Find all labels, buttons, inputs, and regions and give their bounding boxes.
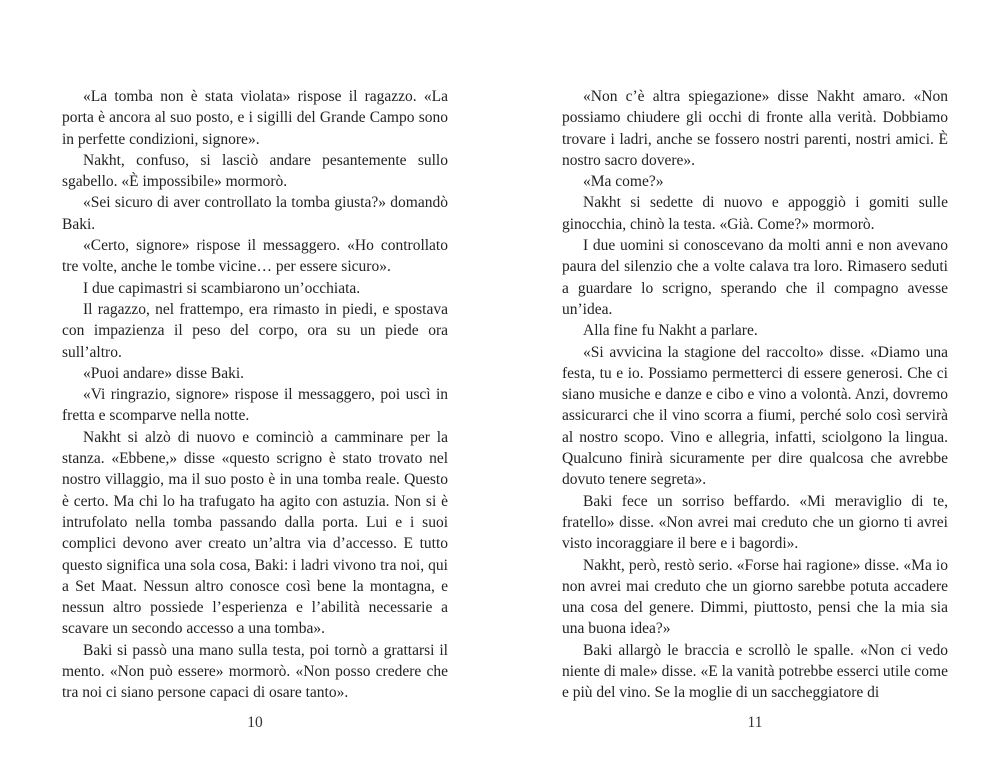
paragraph: «Ma come?» — [583, 173, 664, 191]
paragraph: «Si avvicina la stagione del raccolto» disse. «Diamo una festa, tu e io. Possiamo permetterci di essere generosi. Che ci siano musiche e danze e cibo e vino a volontà. Anzi, dovremo assicurarci che il vino scorra a fiumi, perché solo così servirà al nostro scopo. Vino e allegria, infatti, sciolgono la lingua. Qualcuno finirà sicuramente per dire qualcosa che avrebbe dovuto tenere segreta». — [562, 343, 948, 489]
paragraph: Alla fine fu Nakht a parlare. — [583, 322, 758, 340]
paragraph: Il ragazzo, nel frattempo, era rimasto in piedi, e spostava con impazienza il peso del corpo, ora su un piede ora sull’altro. — [62, 300, 448, 361]
page-text-left — [62, 86, 448, 704]
paragraph: Baki fece un sorriso beffardo. «Mi meraviglio di te, fratello» disse. «Non avrei mai creduto che un giorno ti avrei visto incoraggiare il bere e i bagordi». — [562, 492, 948, 553]
paragraph: «Puoi andare» disse Baki. — [83, 364, 245, 382]
paragraph: «La tomba non è stata violata» rispose il ragazzo. «La porta è ancora al suo posto, e i sigilli del Grande Campo sono in perfette condizioni, signore». — [62, 88, 448, 148]
paragraph: I due capimastri si scambiarono un’occhiata. — [83, 279, 361, 297]
paragraph: Nakht si sedette di nuovo e appoggiò i gomiti sulle ginocchia, chinò la testa. «Già. Come?» mormorò. — [562, 194, 948, 233]
paragraph: Nakht, però, restò serio. «Forse hai ragione» disse. «Ma io non avrei mai creduto che un giorno sarebbe potuta accadere una cosa del genere. Dimmi, piuttosto, pensi che la mia sia una buona idea?» — [562, 556, 948, 638]
paragraph: «Sei sicuro di aver controllato la tomba giusta?» domandò Baki. — [62, 194, 448, 233]
paragraph: «Certo, signore» rispose il messaggero. «Ho controllato tre volte, anche le tombe vicine… per essere sicuro». — [62, 237, 448, 276]
page-number-left: 10 — [247, 714, 263, 731]
page-number-right: 11 — [747, 714, 763, 731]
paragraph: «Vi ringrazio, signore» rispose il messaggero, poi uscì in fretta e scomparve nella notte. — [62, 386, 448, 425]
paragraph: Nakht, confuso, si lasciò andare pesantemente sullo sgabello. «È impossibile» mormorò. — [62, 151, 448, 191]
paragraph: Nakht si alzò di nuovo e cominciò a camminare per la stanza. «Ebbene,» disse «questo scrigno è stato trovato nel nostro villaggio, ma il suo posto è in una tomba reale. Questo è certo. Ma chi lo ha trafugato ha agito con astuzia. Non si è intrufolato nella tomba passando dalla porta. Lui e i suoi complici devono aver creato un’altra via d’accesso. E tutto questo significa una sola cosa, Baki: i ladri vivono tra noi, qui a Set Maat. Nessun altro conosce così bene la montagna, e nessun altro possiede l’esperienza e l’abilità necessarie a scavare un secondo accesso a una tomba». — [62, 428, 448, 638]
paragraph: «Non c’è altra spiegazione» disse Nakht amaro. «Non possiamo chiudere gli occhi di fronte alla verità. Dobbiamo trovare i ladri, anche se fossero nostri parenti, nostri amici. È nostro sacro dovere». — [562, 88, 948, 169]
paragraph: I due uomini si conoscevano da molti anni e non avevano paura del silenzio che a volte calava tra loro. Rimasero seduti a guardare lo scrigno, sperando che il compagno avesse un’idea. — [562, 237, 948, 318]
paragraph: Baki allargò le braccia e scrollò le spalle. «Non ci vedo niente di male» disse. «E la vanità potrebbe esserci utile come e più del vino. Se la moglie di un saccheggiatore di — [562, 641, 948, 702]
paragraph: Baki si passò una mano sulla testa, poi tornò a grattarsi il mento. «Non può essere» mormorò. «Non posso credere che tra noi ci siano persone capaci di osare tanto». — [62, 641, 448, 702]
book-page-right — [562, 0, 948, 766]
page-text-right — [562, 86, 948, 704]
book-page-left — [62, 0, 448, 766]
